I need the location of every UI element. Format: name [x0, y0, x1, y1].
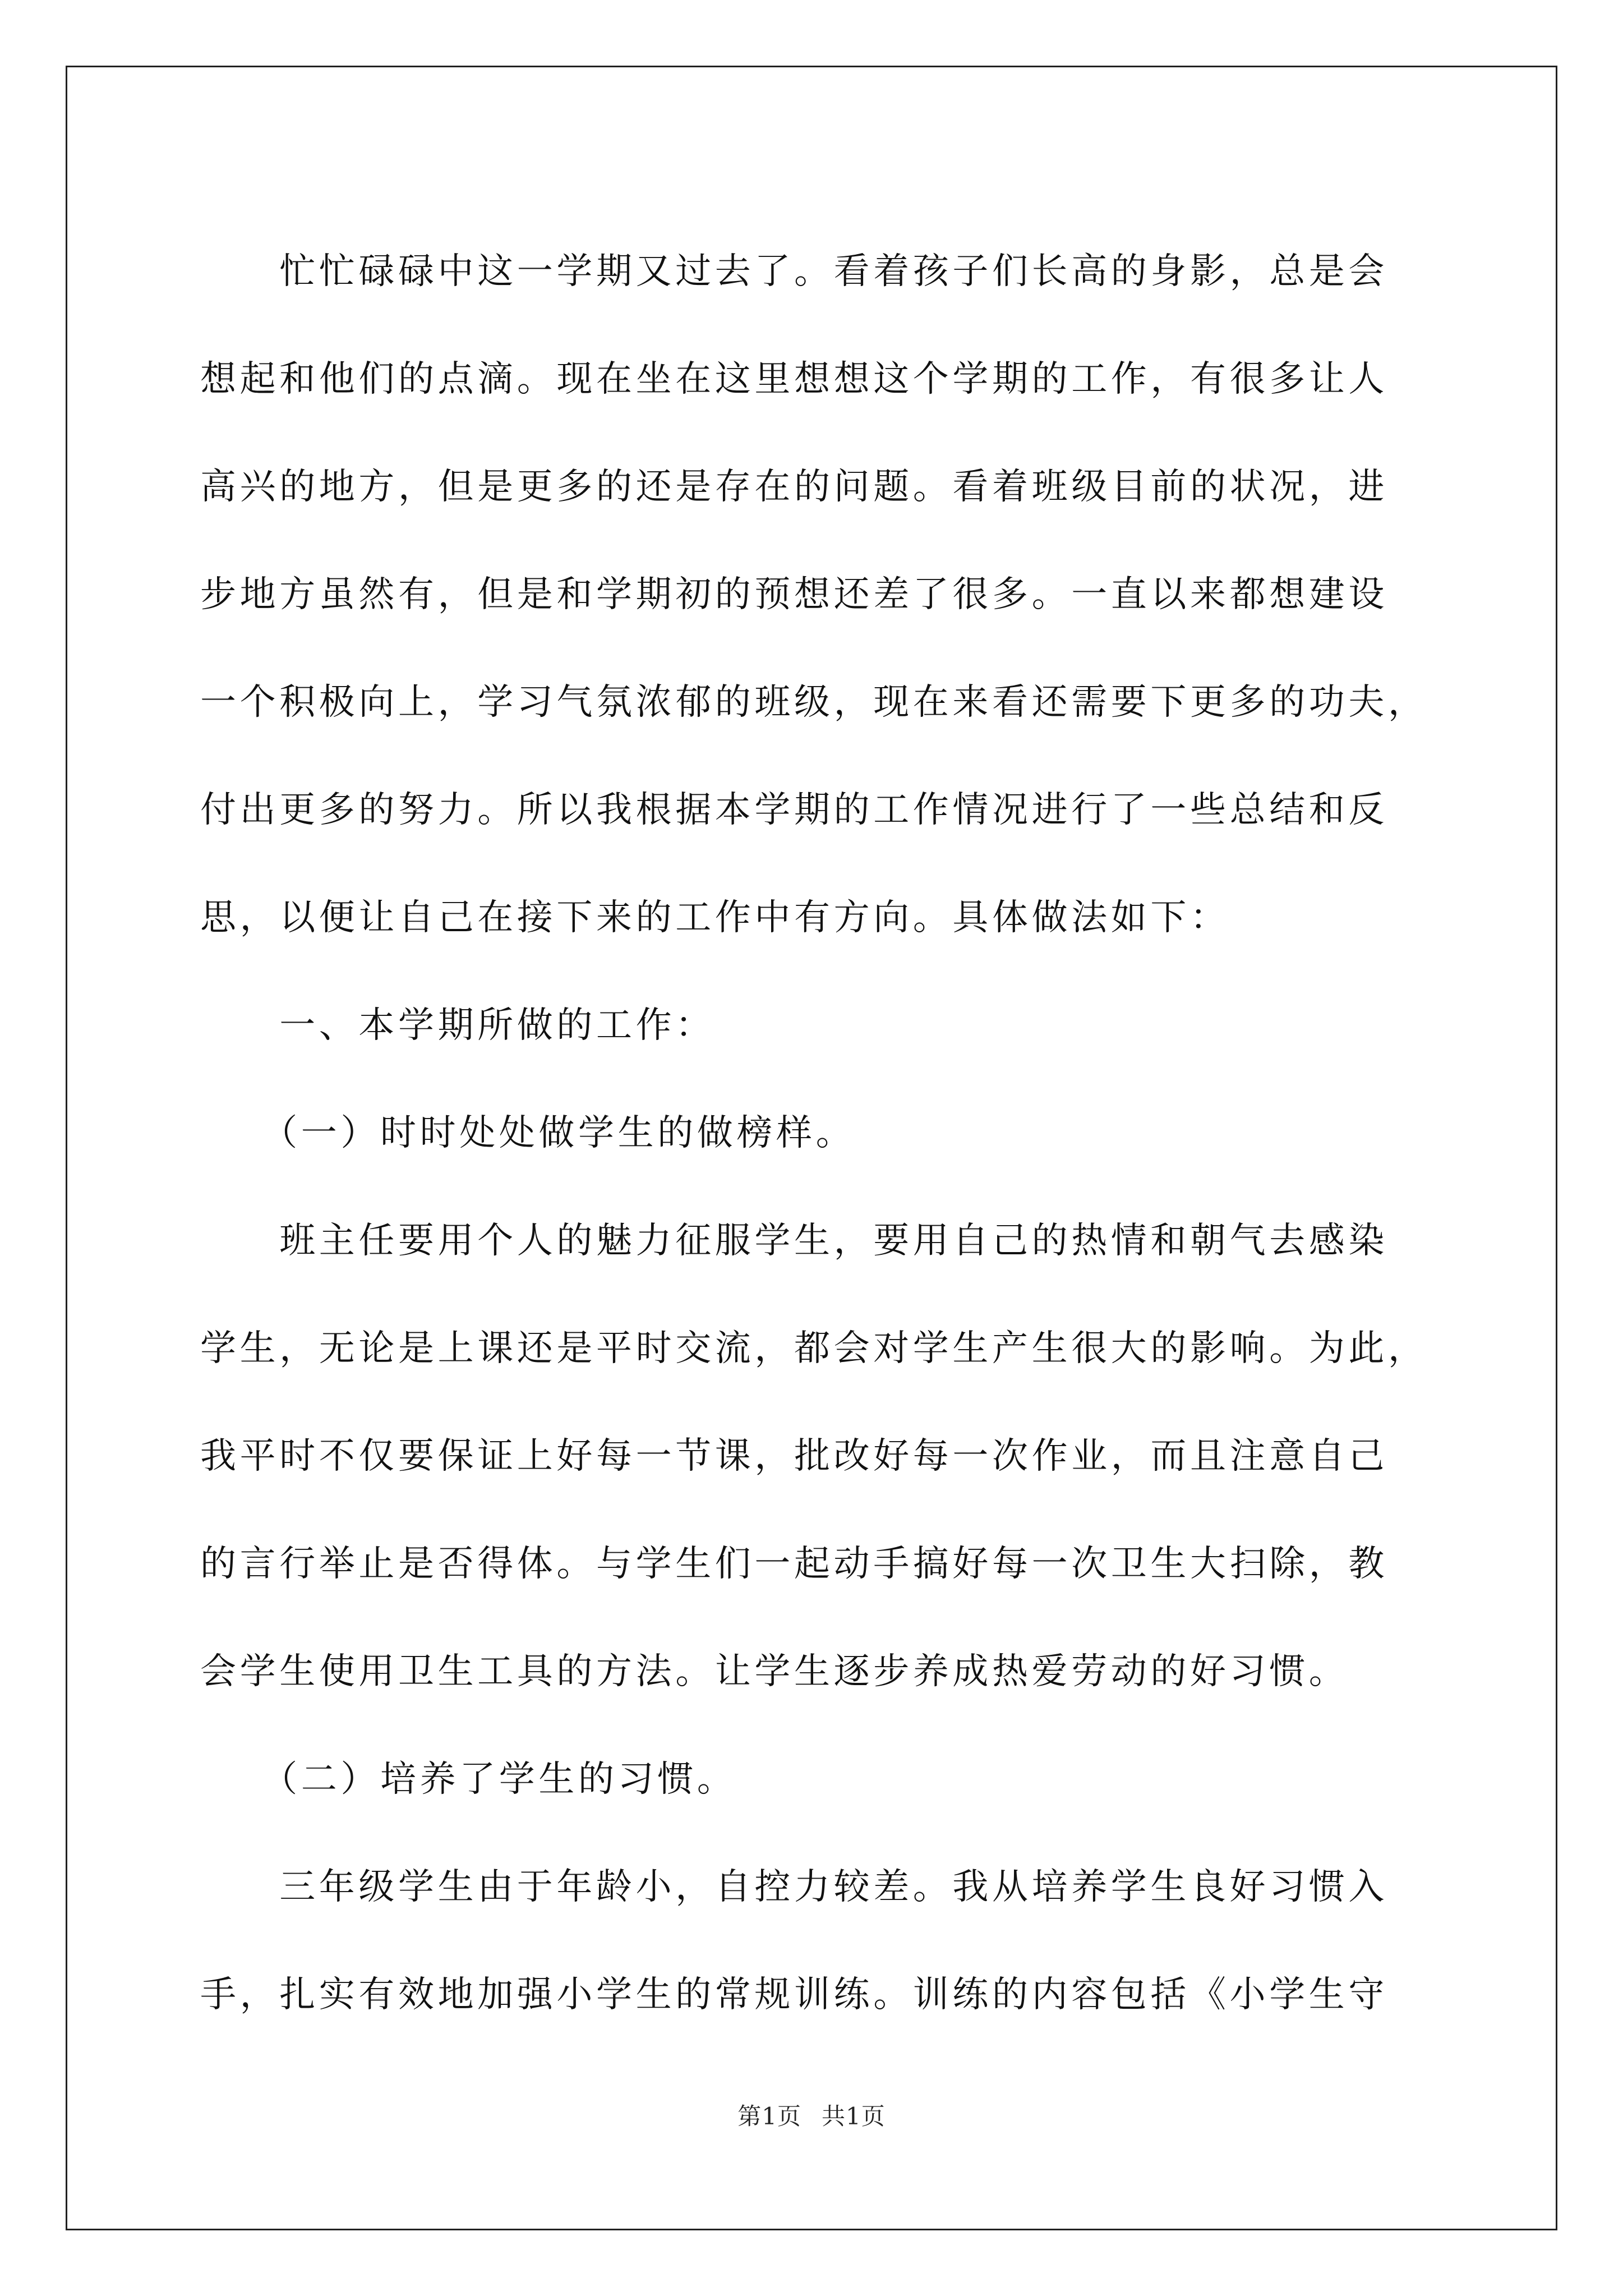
text-line: 忙忙碌碌中这一学期又过去了。看着孩子们长高的身影，总是会 [200, 251, 1388, 292]
text-line: 高兴的地方，但是更多的还是存在的问题。看着班级目前的状况，进 [200, 466, 1388, 508]
text-line: 的言行举止是否得体。与学生们一起动手搞好每一次卫生大扫除，教 [200, 1543, 1388, 1585]
text-line: 学生，无论是上课还是平时交流，都会对学生产生很大的影响。为此， [200, 1328, 1428, 1369]
text-line: 步地方虽然有，但是和学期初的预想还差了很多。一直以来都想建设 [200, 574, 1388, 615]
text-line: 我平时不仅要保证上好每一节课，批改好每一次作业，而且注意自己 [200, 1435, 1388, 1477]
page-number: 第1页 [737, 2102, 801, 2130]
text-line: 班主任要用个人的魅力征服学生，要用自己的热情和朝气去感染 [200, 1220, 1388, 1262]
text-line: 思，以便让自己在接下来的工作中有方向。具体做法如下： [200, 897, 1230, 938]
text-line: 手，扎实有效地加强小学生的常规训练。训练的内容包括《小学生守 [200, 1974, 1388, 2016]
text-line: 付出更多的努力。所以我根据本学期的工作情况进行了一些总结和反 [200, 789, 1388, 831]
page-total: 共1页 [822, 2102, 886, 2130]
subsection-heading: （一）时时处处做学生的做榜样。 [200, 1112, 856, 1154]
page-footer [0, 2098, 1623, 2132]
text-line: 想起和他们的点滴。现在坐在这里想想这个学期的工作，有很多让人 [200, 358, 1388, 400]
text-line: 一个积极向上，学习气氛浓郁的班级，现在来看还需要下更多的功夫， [200, 682, 1428, 723]
text-line: 三年级学生由于年龄小，自控力较差。我从培养学生良好习惯入 [200, 1866, 1388, 1908]
text-line: 会学生使用卫生工具的方法。让学生逐步养成热爱劳动的好习惯。 [200, 1651, 1349, 1692]
section-heading: 一、本学期所做的工作： [200, 1005, 715, 1046]
document-body [200, 218, 1428, 2049]
subsection-heading: （二）培养了学生的习惯。 [200, 1759, 737, 1800]
